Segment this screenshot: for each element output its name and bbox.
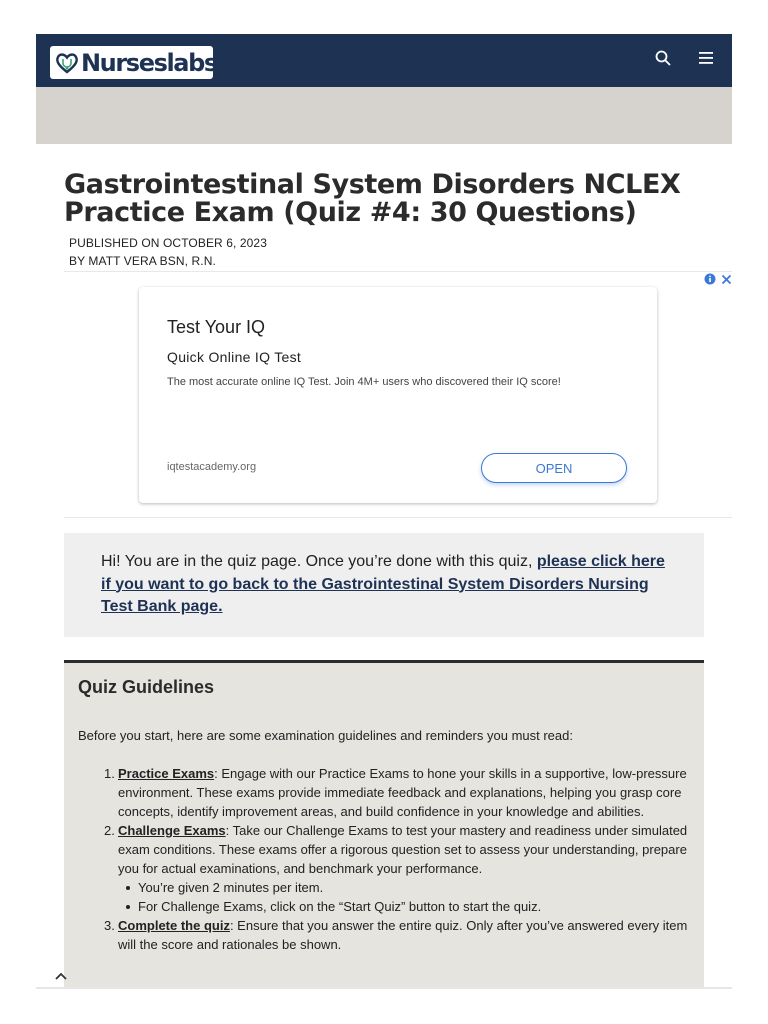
page-container [36, 34, 732, 989]
close-icon[interactable] [721, 272, 732, 290]
scroll-to-top-button[interactable] [51, 967, 71, 987]
sub-list [118, 878, 690, 916]
ad-subtitle: Quick Online IQ Test [167, 349, 302, 365]
page-title: Gastrointestinal System Disorders NCLEX Practice Exam (Quiz #4: 30 Questions) [64, 169, 681, 228]
search-icon [655, 50, 671, 71]
bottom-divider [36, 987, 732, 989]
menu-icon [698, 51, 714, 70]
quiz-notice [64, 533, 704, 637]
list-number: 1. [104, 766, 115, 781]
ad-url[interactable]: iqtestacademy.org [167, 461, 257, 473]
ad-card[interactable] [139, 287, 657, 503]
list-item-text: : Take our Challenge Exams to test your mastery and readiness under simulated exam conditions. These exams offer a rigorous question set to assess your understanding, prepare you for actual examinations, and benchmark your performance. [118, 823, 688, 876]
notice-text: Hi! You are in the quiz page. Once you’re done with this quiz, [101, 553, 537, 570]
sub-list-item: For Challenge Exams, click on the “Start Quiz” button to start the quiz. [118, 897, 690, 916]
guidelines-list [78, 764, 690, 954]
guidelines-title: Quiz Guidelines [78, 677, 215, 697]
ad-open-button[interactable]: OPEN [481, 453, 627, 483]
list-number: 2. [104, 823, 115, 838]
ad-top-divider [64, 271, 732, 272]
adchoices-icon[interactable] [704, 272, 716, 290]
ad-controls [704, 272, 732, 290]
list-item-text: : Engage with our Practice Exams to hone your skills in a supportive, low-pressure environment. These exams provide immediate feedback and explanations, helping you grasp core concepts, identify improvement areas, and build confidence in your knowledge and abilities. [118, 766, 687, 819]
list-item-text: : Ensure that you answer the entire quiz. Only after you’ve answered every item will the score and rationales be shown. [118, 918, 688, 952]
list-item-label: Complete the quiz [118, 918, 230, 933]
ad-description: The most accurate online IQ Test. Join 4M+ users who discovered their IQ score! [167, 376, 561, 388]
ad-bottom-divider [64, 517, 732, 518]
list-item [78, 764, 690, 821]
ad-banner-placeholder [36, 87, 732, 144]
list-item [78, 821, 690, 916]
logo-text: Nurseslabs [81, 48, 217, 77]
ad-title: Test Your IQ [167, 317, 266, 337]
chevron-up-icon [54, 968, 68, 986]
list-item-label: Practice Exams [118, 766, 215, 781]
heart-stethoscope-icon [54, 50, 80, 76]
site-logo[interactable] [50, 46, 217, 79]
site-header [36, 34, 732, 87]
list-item-label: Challenge Exams [118, 823, 226, 838]
search-button[interactable] [652, 49, 674, 71]
sub-list-item: You’re given 2 minutes per item. [118, 878, 690, 897]
list-item [78, 916, 690, 954]
guidelines-intro: Before you start, here are some examination guidelines and reminders you must read: [78, 728, 573, 743]
menu-button[interactable] [695, 49, 717, 71]
quiz-guidelines [64, 660, 704, 989]
list-number: 3. [104, 918, 115, 933]
test-bank-link[interactable]: please click here if you want to go back to the Gastrointestinal System Disorders Nursing Test Bank page. [101, 553, 665, 615]
published-date: PUBLISHED ON OCTOBER 6, 2023 [69, 236, 267, 250]
byline: BY MATT VERA BSN, R.N. [69, 254, 216, 268]
